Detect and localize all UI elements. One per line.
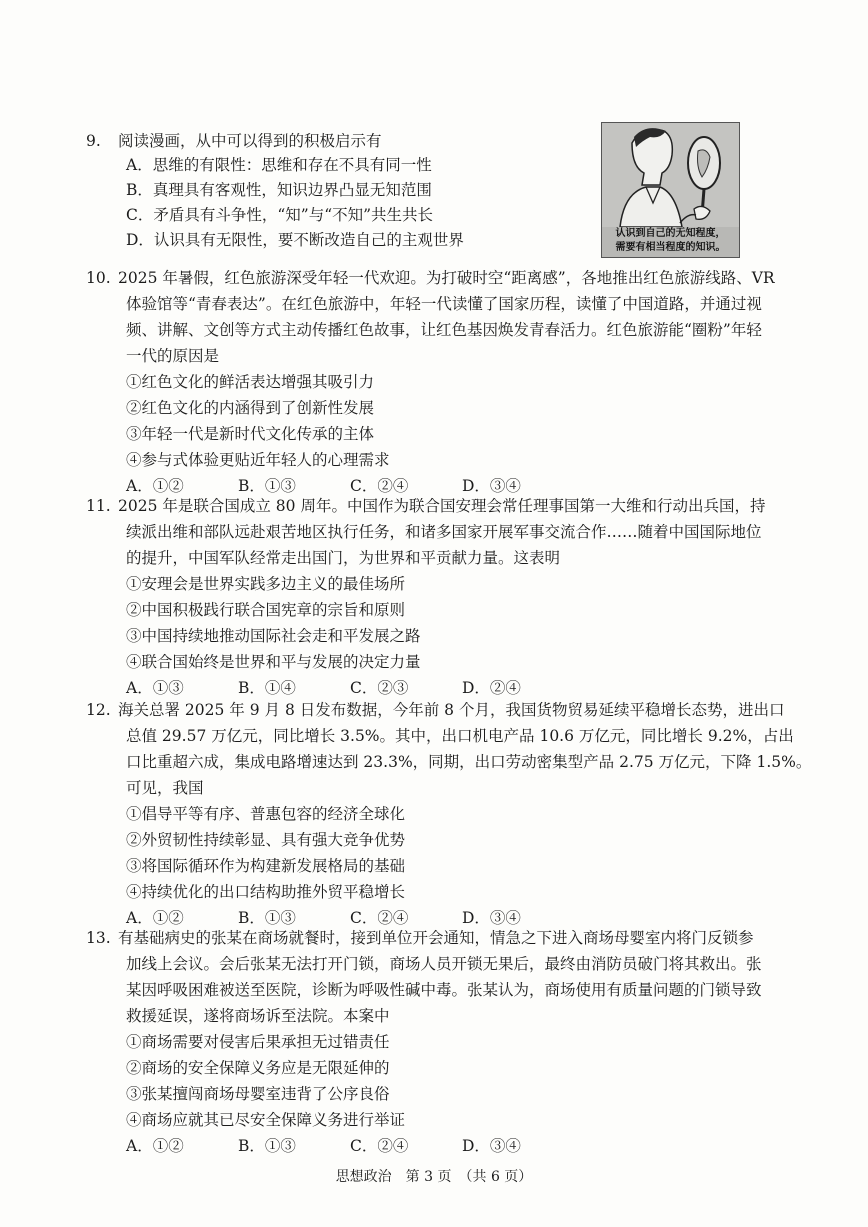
statement-4: ④持续优化的出口结构助推外贸平稳增长: [126, 883, 406, 901]
question-13-stem-line: 加线上会议。会后张某无法打开门锁，商场人员开锁无果后，最终由消防员破门将其救出。张: [126, 955, 762, 973]
choice-a: A．①②: [126, 1137, 184, 1155]
question-12-stem-line: 可见，我国: [126, 779, 204, 797]
question-12-stem-line: 总值 29.57 万亿元，同比增长 3.5%。其中，出口机电产品 10.6 万亿元，同比增长 9.2%，占出: [126, 727, 794, 745]
statement-3: ③将国际循环作为构建新发展格局的基础: [126, 857, 406, 875]
page-footer: 思想政治 第 3 页 （共 6 页）: [335, 1169, 533, 1185]
choice-d: D．③④: [462, 477, 521, 495]
statement-4: ④参与式体验更贴近年轻人的心理需求: [126, 451, 390, 469]
answer-choices: [126, 677, 574, 699]
statement-4: ④联合国始终是世界和平与发展的决定力量: [126, 653, 421, 671]
question-10-stem-line: 一代的原因是: [126, 347, 220, 365]
choice-d: D．②④: [462, 679, 521, 697]
choice-d: D．③④: [462, 1137, 521, 1155]
statement-2: ②商场的安全保障义务应是无限延伸的: [126, 1059, 390, 1077]
statement-3: ③年轻一代是新时代文化传承的主体: [126, 425, 375, 443]
question-number: 13.: [86, 929, 111, 947]
cartoon-caption: 认识到自己的无知程度， 需要有相当程度的知识。: [602, 227, 739, 257]
option-d: D．认识具有无限性，要不断改造自己的主观世界: [126, 231, 464, 249]
choice-d: D．③④: [462, 909, 521, 927]
statement-2: ②外贸韧性持续彰显、具有强大竞争优势: [126, 831, 406, 849]
question-13-stem-line: 救援延误，遂将商场诉至法院。本案中: [126, 1007, 390, 1025]
choice-a: A．①③: [126, 679, 184, 697]
question-11-stem-line: 11. 2025 年是联合国成立 80 周年。中国作为联合国安理会常任理事国第一大维和行动出兵国，持: [86, 497, 766, 515]
question-12-stem-line: 口比重超六成，集成电路增速达到 23.3%，同期，出口劳动密集型产品 2.75 万亿元，下降 1.5%。: [126, 753, 812, 771]
answer-choices: [126, 907, 574, 929]
cartoon-image: [601, 122, 740, 258]
choice-c: C．②③: [350, 679, 409, 697]
choice-b: B．①③: [238, 1137, 296, 1155]
statement-4: ④商场应就其已尽安全保障义务进行举证: [126, 1111, 406, 1129]
question-number: 10.: [86, 269, 111, 287]
answer-choices: [126, 1135, 574, 1157]
choice-c: C．②④: [350, 909, 409, 927]
cartoon-drawing: [602, 123, 739, 227]
option-c: C．矛盾具有斗争性，“知”与“不知”共生共长: [126, 206, 434, 224]
option-b: B．真理具有客观性，知识边界凸显无知范围: [126, 181, 432, 199]
question-13-stem-line: 13. 有基础病史的张某在商场就餐时，接到单位开会通知，情急之下进入商场母婴室内将门反锁参: [86, 929, 754, 947]
statement-3: ③中国持续地推动国际社会走和平发展之路: [126, 627, 421, 645]
choice-b: B．①③: [238, 909, 296, 927]
question-number: 11.: [86, 497, 111, 515]
question-13-stem-line: 某因呼吸困难被送至医院，诊断为呼吸性碱中毒。张某认为，商场使用有质量问题的门锁导致: [126, 981, 762, 999]
statement-1: ①安理会是世界实践多边主义的最佳场所: [126, 575, 406, 593]
question-10-stem-line: 10. 2025 年暑假，红色旅游深受年轻一代欢迎。为打破时空“距离感”，各地推出红色旅游线路、VR: [86, 269, 775, 287]
statement-1: ①倡导平等有序、普惠包容的经济全球化: [126, 805, 406, 823]
question-11-stem-line: 的提升，中国军队经常走出国门，为世界和平贡献力量。这表明: [126, 549, 561, 567]
question-9-stem: 9. 阅读漫画，从中可以得到的积极启示有: [86, 132, 382, 150]
question-10-stem-line: 频、讲解、文创等方式主动传播红色故事，让红色基因焕发青春活力。红色旅游能“圈粉”年轻: [126, 321, 762, 339]
statement-2: ②中国积极践行联合国宪章的宗旨和原则: [126, 601, 406, 619]
choice-c: C．②④: [350, 477, 409, 495]
choice-a: A．①②: [126, 909, 184, 927]
question-10-stem-line: 体验馆等“青春表达”。在红色旅游中，年轻一代读懂了国家历程，读懂了中国道路，并通过视: [126, 295, 762, 313]
choice-c: C．②④: [350, 1137, 409, 1155]
question-number: 9.: [86, 132, 101, 150]
option-a: A．思维的有限性：思维和存在不具有同一性: [126, 156, 432, 174]
statement-2: ②红色文化的内涵得到了创新性发展: [126, 399, 375, 417]
question-number: 12.: [86, 701, 111, 719]
statement-1: ①商场需要对侵害后果承担无过错责任: [126, 1033, 390, 1051]
question-11-stem-line: 续派出维和部队远赴艰苦地区执行任务，和诸多国家开展军事交流合作……随着中国国际地位: [126, 523, 762, 541]
choice-b: B．①④: [238, 679, 296, 697]
question-12-stem-line: 12. 海关总署 2025 年 9 月 8 日发布数据，今年前 8 个月，我国货物贸易延续平稳增长态势，进出口: [86, 701, 785, 719]
choice-b: B．①③: [238, 477, 296, 495]
statement-1: ①红色文化的鲜活表达增强其吸引力: [126, 373, 375, 391]
statement-3: ③张某擅闯商场母婴室违背了公序良俗: [126, 1085, 390, 1103]
answer-choices: [126, 475, 574, 497]
choice-a: A．①②: [126, 477, 184, 495]
